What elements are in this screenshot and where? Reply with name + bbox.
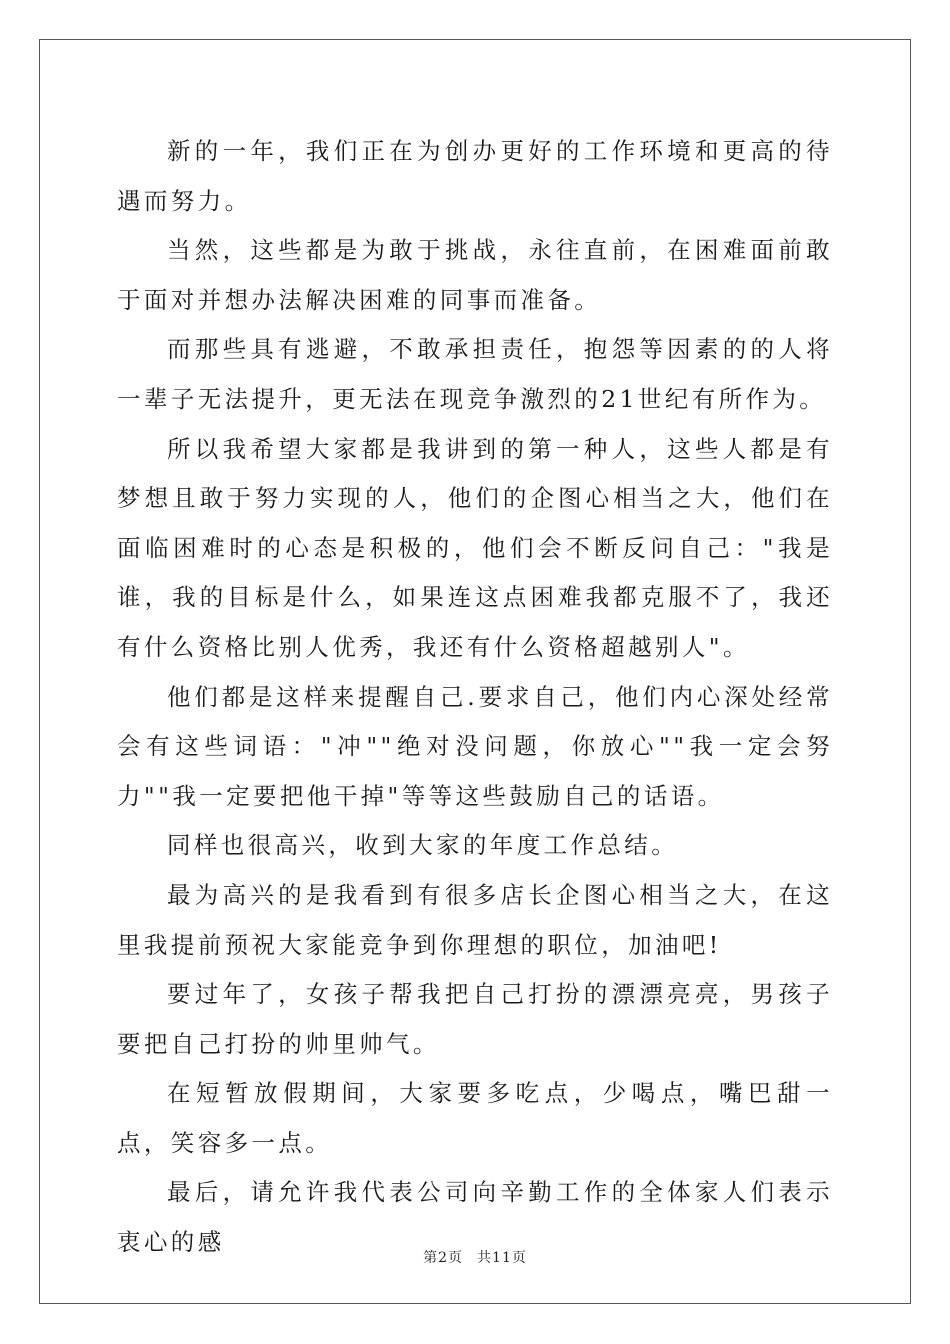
paragraph-6: 同样也很高兴，收到大家的年度工作总结。 — [167, 831, 679, 860]
page-footer — [0, 1247, 950, 1267]
paragraph-10: 最后，请允许我代表公司向辛勤工作的全体家人们表示衷心的感 — [117, 1178, 833, 1257]
paragraph-5: 他们都是这样来提醒自己.要求自己，他们内心深处经常会有这些词语："冲""绝对没问题，你放心""我一定会努力""我一定要把他干掉"等等这些鼓励自己的话语。 — [117, 682, 833, 810]
paragraph-4: 所以我希望大家都是我讲到的第一种人，这些人都是有梦想且敢于努力实现的人，他们的企图心相当之大，他们在面临困难时的心态是积极的，他们会不断反问自己："我是谁，我的目标是什么，如果连这点困难我都克服不了，我还有什么资格比别人优秀，我还有什么资格超越别人"。 — [117, 434, 833, 661]
paragraph-9: 在短暂放假期间，大家要多吃点，少喝点，嘴巴甜一点，笑容多一点。 — [117, 1079, 833, 1157]
page-number: 第2页 — [423, 1250, 464, 1266]
paragraph-2: 当然，这些都是为敢于挑战，永往直前，在困难面前敢于面对并想办法解决困难的同事而准备。 — [117, 236, 833, 314]
document-body — [117, 127, 833, 1268]
paragraph-8: 要过年了，女孩子帮我把自己打扮的漂漂亮亮，男孩子要把自己打扮的帅里帅气。 — [117, 980, 833, 1058]
page-total: 共11页 — [477, 1250, 527, 1266]
paragraph-1: 新的一年，我们正在为创办更好的工作环境和更高的待遇而努力。 — [117, 137, 833, 215]
paragraph-3: 而那些具有逃避，不敢承担责任，抱怨等因素的的人将一辈子无法提升，更无法在现竞争激烈的21世纪有所作为。 — [117, 335, 833, 413]
paragraph-7: 最为高兴的是我看到有很多店长企图心相当之大，在这里我提前预祝大家能竞争到你理想的职位，加油吧! — [117, 880, 833, 959]
